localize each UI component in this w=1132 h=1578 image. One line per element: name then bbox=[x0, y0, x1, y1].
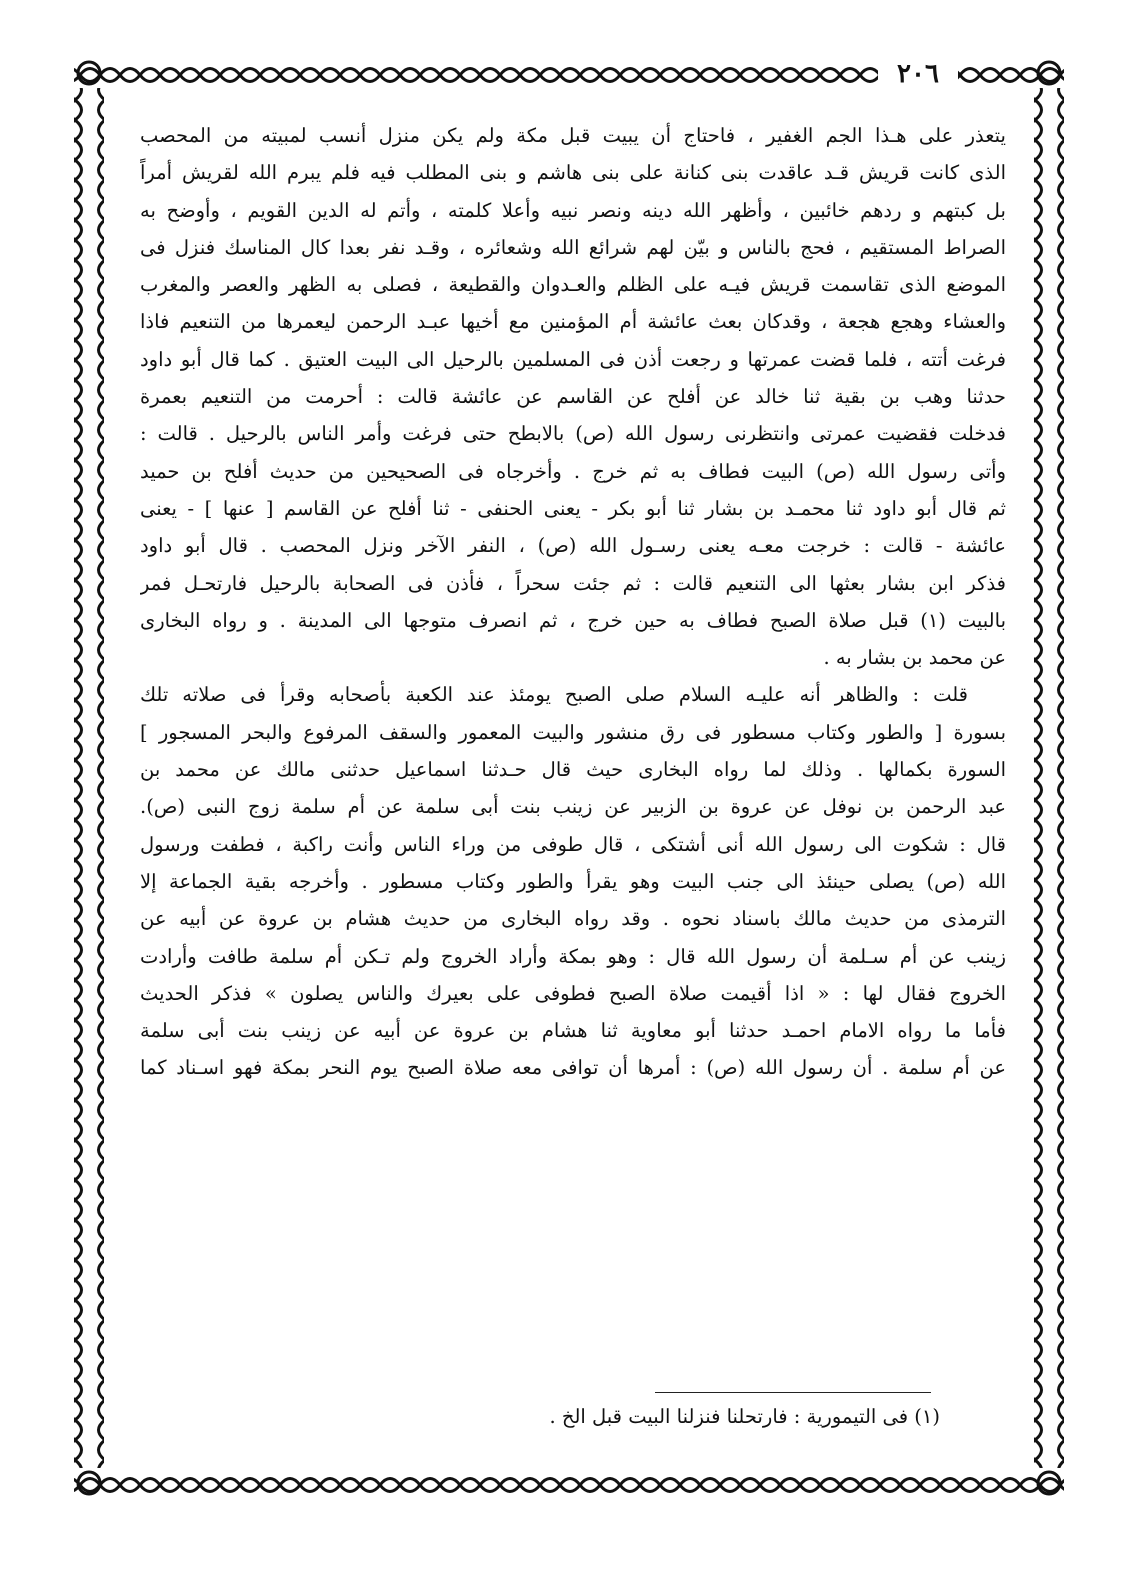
footnote: (١) فى التيمورية : فارتحلنا فنزلنا البيت قبل الخ . bbox=[549, 1405, 940, 1428]
text-line: قال : شكوت الى رسول الله أنى أشتكى ، قال طوفى من وراء الناس وأنت راكبة ، فطفت ورسول bbox=[140, 832, 1006, 856]
text-line: عن أم سلمة . أن رسول الله (ص) : أمرها أن توافى معه صلاة الصبح يوم النحر بمكة فهو اسـناد كما bbox=[140, 1056, 1006, 1080]
text-line: الصراط المستقيم ، فحج بالناس و بيّن لهم شرائع الله وشعائره ، وقـد نفر بعدا كال المناسك فنزل فى bbox=[140, 235, 1006, 259]
text-line: بالبيت (١) قبل صلاة الصبح فطاف به حين خرج ، ثم انصرف متوجها الى المدينة . و رواه البخارى bbox=[140, 608, 1006, 632]
text-line: بل كبتهم و ردهم خائبين ، وأظهر الله دينه ونصر نبيه وأعلا كلمته ، وأتم له الدين القويم ، وأوضح به bbox=[140, 198, 1006, 222]
text-line: يتعذر على هـذا الجم الغفير ، فاحتاج أن يبيت قبل مكة ولم يكن منزل أنسب لمبيته من المحصب bbox=[140, 124, 1006, 147]
text-line: حدثنا وهب بن بقية ثنا خالد عن أفلح عن القاسم عن عائشة قالت : أحرمت من التنعيم بعمرة bbox=[140, 385, 1006, 409]
text-line: الموضع الذى تقاسمت قريش فيـه على الظلم والعـدوان والقطيعة ، فصلى به الظهر والعصر والمغرب bbox=[140, 273, 1006, 297]
text-line: والعشاء وهجع هجعة ، وقدكان بعث عائشة أم المؤمنين مع أخيها عبـد الرحمن ليعمرها من التنعيم فاذا bbox=[140, 310, 1006, 334]
text-line: فذكر ابن بشار بعثها الى التنعيم قالت : ثم جئت سحراً ، فأذن فى الصحابة بالرحيل فارتحـل فمر bbox=[140, 571, 1006, 595]
text-line: الترمذى من حديث مالك باسناد نحوه . وقد رواه البخارى من حديث هشام بن عروة عن أبيه عن bbox=[140, 907, 1006, 931]
text-line: بسورة [ والطور وكتاب مسطور فى رق منشور والبيت المعمور والسقف المرفوع والبحر المسجور ] bbox=[140, 720, 1006, 744]
text-line: ثم قال أبو داود ثنا محمـد بن بشار ثنا أبو بكر - يعنى الحنفى - ثنا أفلح عن القاسم [ عنها ] - يعنى bbox=[140, 496, 1006, 520]
text-line: عائشة - قالت : خرجت معـه يعنى رسـول الله (ص) ، النفر الآخر ونزل المحصب . قال أبو داود bbox=[140, 534, 1006, 558]
main-text bbox=[140, 117, 1006, 1087]
text-line: زينب عن أم سـلمة أن رسول الله قال : وهو بمكة وأراد الخروج ولم تـكن أم سلمة طافت وأرادت bbox=[140, 944, 1006, 968]
footnote-separator bbox=[655, 1392, 931, 1393]
text-line: فرغت أتته ، فلما قضت عمرتها و رجعت أذن فى المسلمين بالرحيل الى البيت العتيق . كما قال أبو داود bbox=[140, 347, 1006, 371]
text-line: الخروج فقال لها : « اذا أقيمت صلاة الصبح فطوفى على بعيرك والناس يصلون » فذكر الحديث bbox=[140, 981, 1006, 1005]
text-line: قلت : والظاهر أنه عليـه السلام صلى الصبح يومئذ عند الكعبة بأصحابه وقرأ فى صلاته تلك bbox=[140, 683, 968, 707]
text-line: وأتى رسول الله (ص) البيت فطاف به ثم خرج . وأخرجاه فى الصحيحين من حديث أفلح بن حميد bbox=[140, 459, 1006, 483]
text-line: فأما ما رواه الامام احمـد حدثنا أبو معاوية ثنا هشام بن عروة عن أبيه عن زينب بنت أبى سلمة bbox=[140, 1019, 1006, 1043]
text-line: فدخلت فقضيت عمرتى وانتظرنى رسول الله (ص) بالابطح حتى فرغت وأمر الناس بالرحيل . قالت : bbox=[140, 422, 1006, 446]
text-line: السورة بكمالها . وذلك لما رواه البخارى حيث قال حـدثنا اسماعيل حدثنى مالك عن محمد بن bbox=[140, 758, 1006, 782]
text-line: الذى كانت قريش قـد عاقدت بنى كنانة على بنى هاشم و بنى المطلب فيه فلم يبرم الله لقريش أمراً bbox=[140, 161, 1006, 185]
text-line: عن محمد بن بشار به . bbox=[823, 646, 1006, 670]
text-line: الله (ص) يصلى حينئذ الى جنب البيت وهو يقرأ والطور وكتاب مسطور . وأخرجه بقية الجماعة إلا bbox=[140, 869, 1006, 893]
text-line: عبد الرحمن بن نوفل عن عروة بن الزبير عن زينب بنت أبى سلمة عن أم سلمة زوج النبى (ص). bbox=[140, 795, 1006, 819]
page-number: ٢٠٦ bbox=[878, 52, 958, 96]
